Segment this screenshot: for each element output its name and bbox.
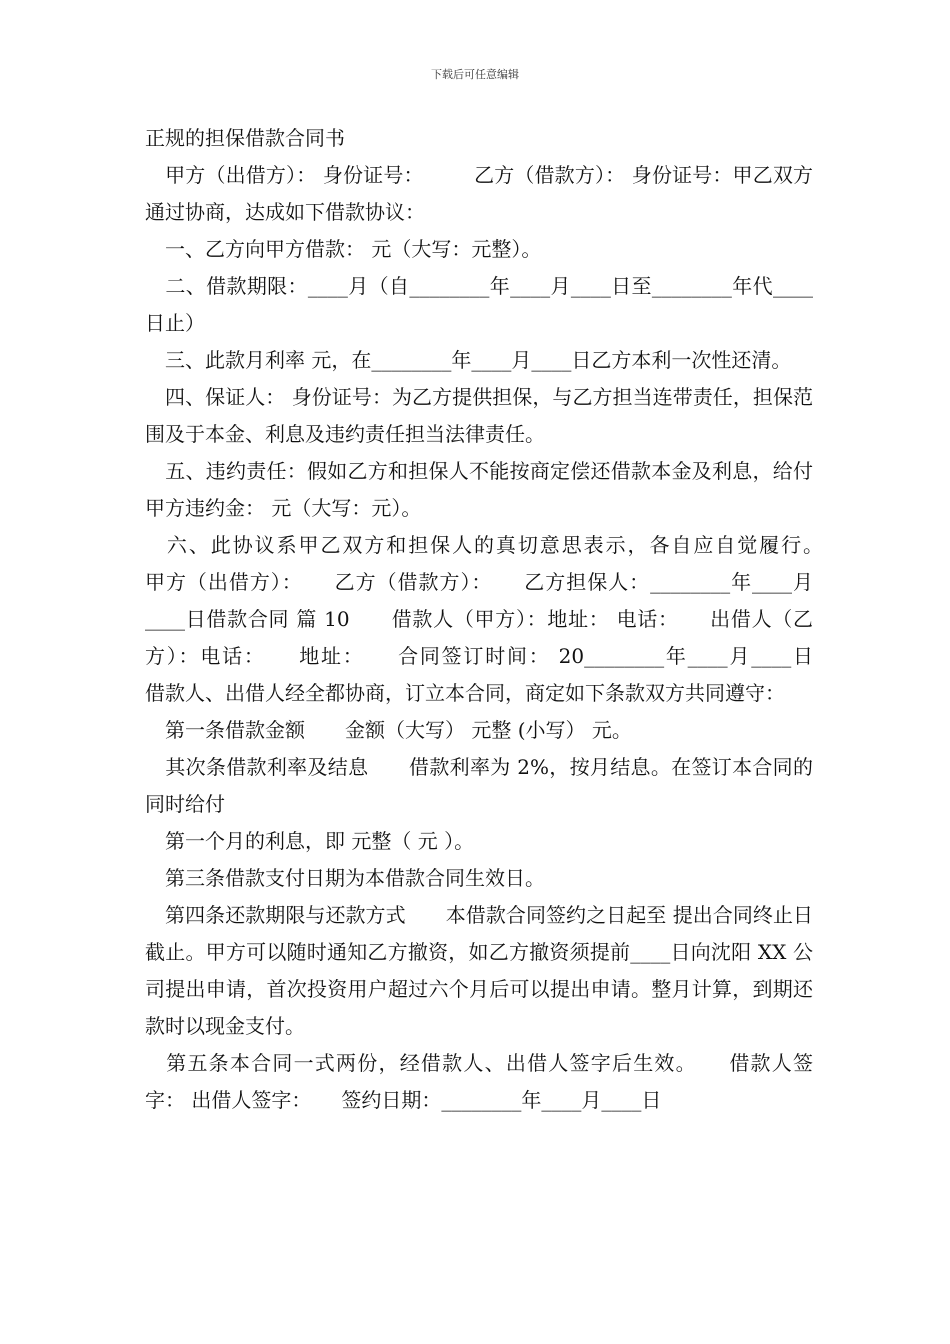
paragraph-article-4: 第四条还款期限与还款方式 本借款合同签约之日起至 提出合同终止日截止。甲方可以随时通知乙方撤资，如乙方撤资须提前____日向沈阳 XX 公司提出申请，首次投资用户超过六个月后可以提出申请。整月计算，到期还款时以现金支付。 bbox=[145, 903, 813, 1038]
paragraph-article-3: 第三条借款支付日期为本借款合同生效日。 bbox=[145, 866, 545, 890]
paragraph-clause-3: 三、此款月利率 元，在________年____月____日乙方本利一次性还清。 bbox=[145, 348, 792, 372]
page-header-note: 下载后可任意编辑 bbox=[431, 68, 519, 81]
paragraph-parties: 甲方（出借方）： 身份证号： 乙方（借款方）： 身份证号：甲乙双方通过协商，达成如下借款协议： bbox=[145, 163, 813, 224]
paragraph-article-2: 其次条借款利率及结息 借款利率为 2%，按月结息。在签订本合同的同时给付 bbox=[145, 755, 813, 816]
paragraph-article-5: 第五条本合同一式两份，经借款人、出借人签字后生效。 借款人签字： 出借人签字： 签约日期：________年____月____日 bbox=[145, 1051, 813, 1112]
paragraph-clause-1: 一、乙方向甲方借款： 元（大写：元整）。 bbox=[145, 237, 542, 261]
paragraph-article-2-cont: 第一个月的利息，即 元整（ 元 ）。 bbox=[145, 829, 475, 853]
contract-body bbox=[145, 120, 853, 1119]
paragraph-clause-4: 四、保证人： 身份证号：为乙方提供担保，与乙方担当连带责任，担保范围及于本金、利息及违约责任担当法律责任。 bbox=[145, 385, 813, 446]
paragraph-article-1: 第一条借款金额 金额（大写） 元整 (小写） 元。 bbox=[145, 718, 632, 742]
paragraph-clause-5: 五、违约责任：假如乙方和担保人不能按商定偿还借款本金及利息，给付甲方违约金： 元（大写：元）。 bbox=[145, 459, 813, 520]
document-title: 正规的担保借款合同书 bbox=[145, 126, 345, 150]
paragraph-clause-2: 二、借款期限：____月（自________年____月____日至________年代____日止） bbox=[145, 274, 813, 335]
paragraph-clause-6: 六、此协议系甲乙双方和担保人的真切意思表示，各自应自觉履行。 甲方（出借方）： 乙方（借款方）： 乙方担保人：________年____月____日借款合同 篇 10 借款人（甲方）：地址： 电话： 出借人（乙方）：电话： 地址： 合同签订时间： 20________年____月____日 借款人、出借人经全都协商，订立本合同，商定如下条款双方共同遵守： bbox=[145, 533, 853, 705]
